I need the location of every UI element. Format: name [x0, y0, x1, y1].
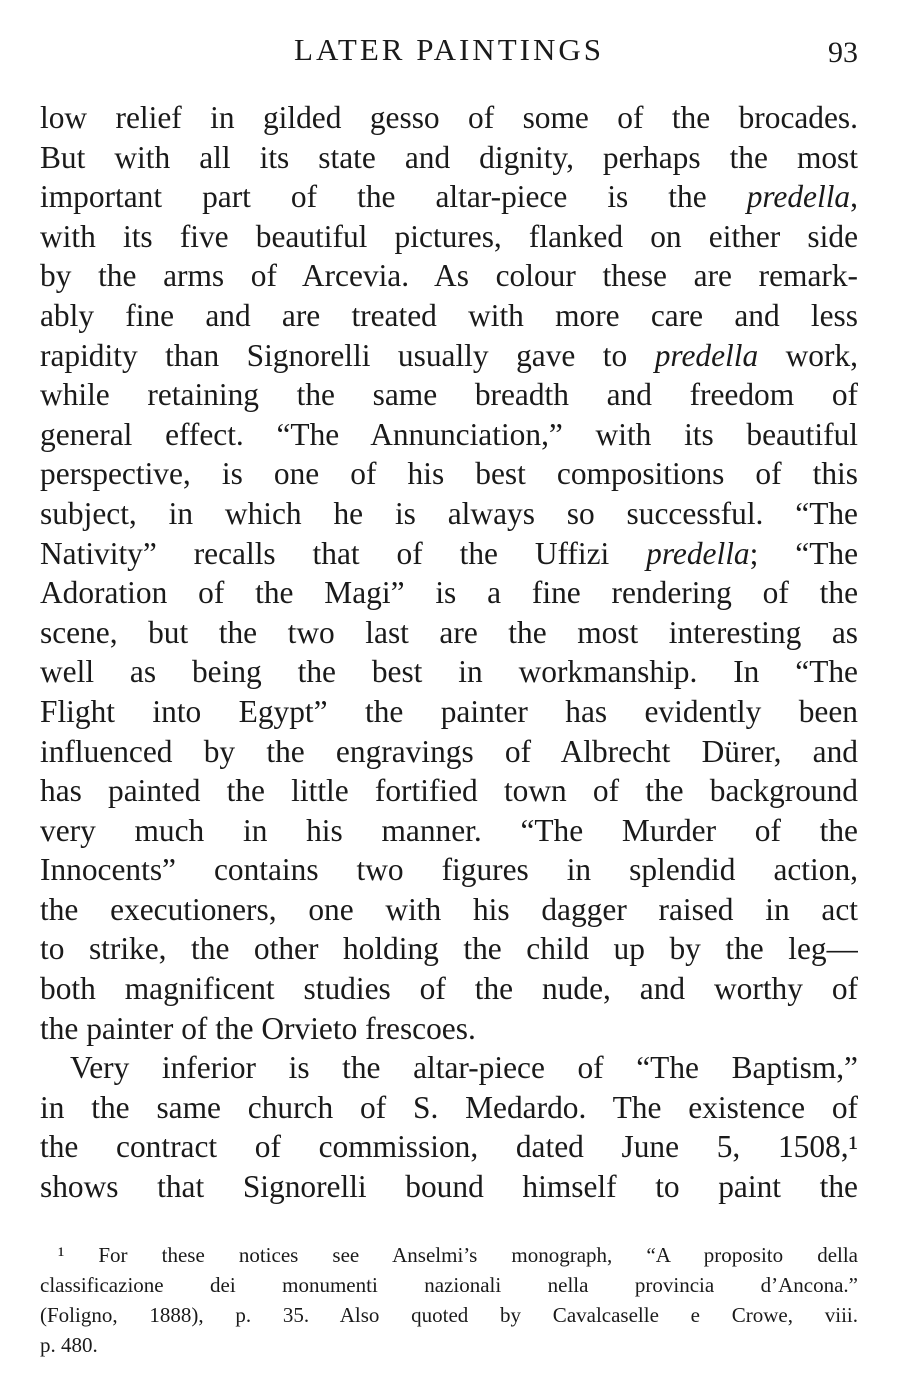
footnotes [40, 1240, 858, 1360]
footnote-line: (Foligno, 1888), p. 35. Also quoted by Cavalcaselle e Crowe, viii. [40, 1303, 858, 1327]
text-line: subject, in which he is always so successful. “The [40, 495, 858, 531]
text-line: with its five beautiful pictures, flanked on either side [40, 218, 858, 254]
text-line: shows that Signorelli bound himself to paint the [40, 1169, 858, 1205]
text-line: has painted the little fortified town of the background [40, 773, 858, 809]
text-line: while retaining the same breadth and freedom of [40, 377, 858, 413]
footnote-line: classificazione dei monumenti nazionali nella provincia d’Ancona.” [40, 1273, 858, 1297]
text-line: important part of the altar-piece is the predella, [40, 179, 858, 215]
text-line: the executioners, one with his dagger raised in act [40, 891, 858, 927]
running-title: LATER PAINTINGS [294, 32, 604, 67]
text-line: ably fine and are treated with more care and less [40, 297, 858, 333]
footnote-line: p. 480. [40, 1333, 98, 1357]
page-number: 93 [828, 36, 858, 69]
text-line: well as being the best in workmanship. In “The [40, 654, 858, 690]
text-line: scene, but the two last are the most interesting as [40, 614, 858, 650]
text-line: Innocents” contains two figures in splendid action, [40, 852, 858, 888]
text-line: the contract of commission, dated June 5, 1508,¹ [40, 1129, 858, 1165]
text-line: perspective, is one of his best compositions of this [40, 456, 858, 492]
text-line: Very inferior is the altar-piece of “The Baptism,” [70, 1050, 858, 1086]
page-header [40, 30, 858, 74]
footnote-line: ¹ For these notices see Anselmi’s monograph, “A proposito della [58, 1243, 858, 1267]
text-line: But with all its state and dignity, perhaps the most [40, 139, 858, 175]
text-line: very much in his manner. “The Murder of the [40, 812, 858, 848]
text-line: low relief in gilded gesso of some of the brocades. [40, 100, 858, 135]
text-line: Adoration of the Magi” is a fine rendering of the [40, 575, 858, 611]
text-line: to strike, the other holding the child up by the leg— [40, 931, 858, 967]
text-line: Flight into Egypt” the painter has evidently been [40, 693, 858, 729]
text-line: general effect. “The Annunciation,” with its beautiful [40, 416, 858, 452]
text-line: influenced by the engravings of Albrecht Dürer, and [40, 733, 858, 769]
text-line: the painter of the Orvieto frescoes. [40, 1010, 476, 1046]
text-line: both magnificent studies of the nude, and worthy of [40, 971, 858, 1007]
text-line: Nativity” recalls that of the Uffizi predella; “The [40, 535, 858, 571]
text-line: in the same church of S. Medardo. The existence of [40, 1089, 858, 1125]
body-text [40, 98, 858, 1207]
text-line: by the arms of Arcevia. As colour these are remark- [40, 258, 858, 294]
text-line: rapidity than Signorelli usually gave to predella work, [40, 337, 858, 373]
